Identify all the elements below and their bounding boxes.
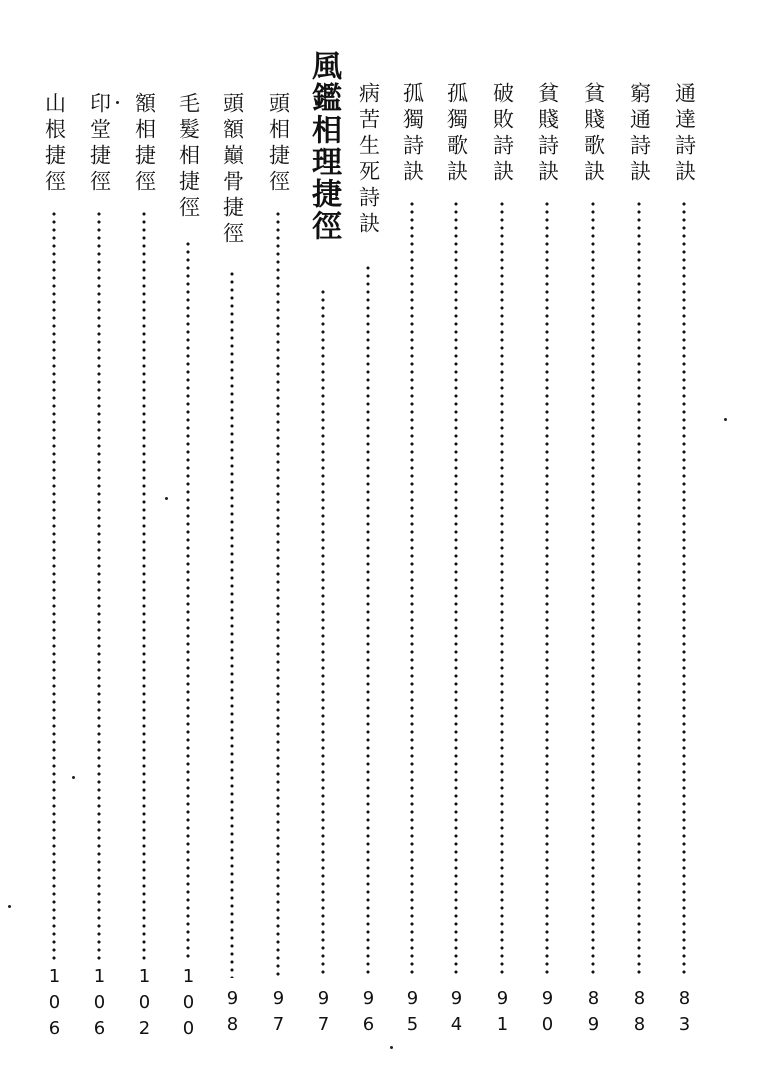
toc-entry[interactable] xyxy=(573,0,613,1074)
entry-title: 孤獨詩訣 xyxy=(400,82,425,186)
toc-entry[interactable] xyxy=(79,0,119,1074)
toc-entry[interactable] xyxy=(482,0,522,1074)
dot-leader xyxy=(186,240,190,960)
page-number: 97 xyxy=(313,988,334,1040)
entry-title: 頭相捷徑 xyxy=(266,92,291,196)
dot-leader xyxy=(591,200,595,978)
toc-entry[interactable] xyxy=(34,0,74,1074)
page-number: 83 xyxy=(674,988,695,1040)
toc-entry[interactable] xyxy=(392,0,432,1074)
scan-speck xyxy=(724,418,727,421)
entry-title: 通達詩訣 xyxy=(672,82,697,186)
entry-title: 毛髮相捷徑 xyxy=(176,92,201,222)
entry-title: 孤獨歌訣 xyxy=(444,82,469,186)
page-number: 98 xyxy=(222,988,243,1040)
page-number: 89 xyxy=(583,988,604,1040)
page-number: 97 xyxy=(268,988,289,1040)
dot-leader xyxy=(410,200,414,978)
dot-leader xyxy=(52,210,56,960)
toc-entry[interactable] xyxy=(664,0,704,1074)
entry-title: 病苦生死詩訣 xyxy=(356,82,381,238)
dot-leader xyxy=(230,270,234,978)
entry-title: 貧賤歌訣 xyxy=(581,82,606,186)
toc-entry[interactable] xyxy=(527,0,567,1074)
toc-entry[interactable] xyxy=(619,0,659,1074)
section-title: 風鑑相理捷徑 xyxy=(306,50,341,242)
toc-entry[interactable] xyxy=(168,0,208,1074)
entry-title: 破敗詩訣 xyxy=(490,82,515,186)
dot-leader xyxy=(97,210,101,960)
dot-leader xyxy=(637,200,641,978)
toc-entry[interactable] xyxy=(436,0,476,1074)
toc-entry[interactable] xyxy=(348,0,388,1074)
dot-leader xyxy=(500,200,504,978)
entry-title: 窮通詩訣 xyxy=(627,82,652,186)
page-number: 96 xyxy=(358,988,379,1040)
page-number: 88 xyxy=(629,988,650,1040)
scan-speck xyxy=(165,497,168,500)
dot-leader xyxy=(366,264,370,978)
entry-title: 額相捷徑 xyxy=(132,92,157,196)
dot-leader xyxy=(276,210,280,978)
scan-speck xyxy=(390,1046,393,1049)
dot-leader xyxy=(142,210,146,960)
entry-title: 頭額巔骨捷徑 xyxy=(220,92,245,248)
scan-speck xyxy=(116,101,119,104)
entry-title: 印堂捷徑 xyxy=(87,92,112,196)
toc-entry[interactable] xyxy=(124,0,164,1074)
page-number: 94 xyxy=(446,988,467,1040)
scan-speck xyxy=(8,905,11,908)
toc-entry[interactable] xyxy=(212,0,252,1074)
page-number: 106 xyxy=(44,966,65,1044)
entry-title: 貧賤詩訣 xyxy=(535,82,560,186)
toc-entry[interactable] xyxy=(258,0,298,1074)
page-number: 91 xyxy=(492,988,513,1040)
dot-leader xyxy=(545,200,549,978)
page-number: 106 xyxy=(89,966,110,1044)
toc-section-heading[interactable] xyxy=(303,0,343,1074)
page-number: 90 xyxy=(537,988,558,1040)
dot-leader xyxy=(321,288,325,978)
dot-leader xyxy=(454,200,458,978)
page-number: 100 xyxy=(178,966,199,1044)
dot-leader xyxy=(682,200,686,978)
entry-title: 山根捷徑 xyxy=(42,92,67,196)
page-number: 95 xyxy=(402,988,423,1040)
scan-speck xyxy=(72,776,75,779)
page-number: 102 xyxy=(134,966,155,1044)
